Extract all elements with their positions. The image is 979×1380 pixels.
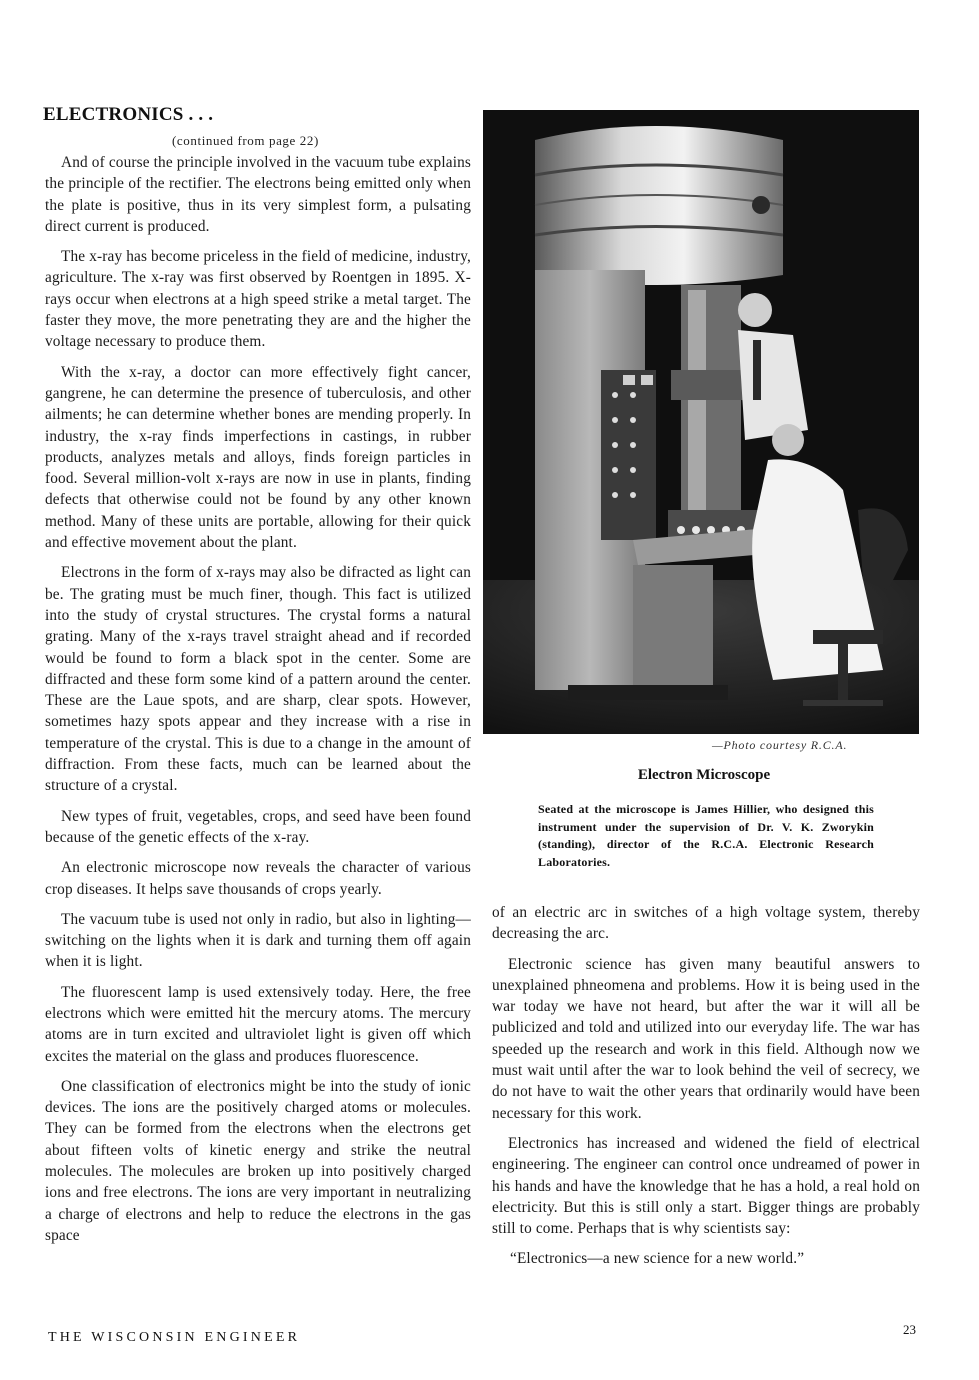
paragraph: And of course the principle involved in the vacuum tube explains the principle of the rectifier. The electrons being emitted only when the plate is positive, thus in its very simplest form, a pulsating direct current is produced. bbox=[45, 154, 471, 235]
paragraph: of an electric arc in switches of a high voltage system, thereby decreasing the arc. bbox=[492, 904, 920, 943]
paragraph: Electronic science has given many beautiful answers to unexplained phneomena and problems. How it is being used in the war today we have not heard, but after the war it will all be publicized and told and utilized into our everyday life. The war has speeded up the research and work in this field. Although now we must wait until after the war to look behind the veil of secrecy, we do not have to wait the other years that ordinarily would have been necessary for this work. bbox=[492, 955, 920, 1122]
paragraph: The vacuum tube is used not only in radio, but also in lighting—switching on the lights when it is dark and turning them off again when it is light. bbox=[45, 910, 471, 971]
publication-name: THE WISCONSIN ENGINEER bbox=[48, 1330, 301, 1345]
page-number: 23 bbox=[903, 1322, 916, 1337]
photo-credit: —Photo courtesy R.C.A. bbox=[712, 738, 848, 752]
article-heading: ELECTRONICS . . . bbox=[43, 104, 214, 125]
microscope-photo-illustration bbox=[483, 110, 919, 734]
paragraph: One classification of electronics might be into the study of ionic devices. The ions are the positively charged atoms or molecules. They can be formed from the electrons when the electrons get about fifteen volts of kinetic energy and strike the neutral molecules. The molecules are broken up into positively charged ions and free electrons. The ions are very important in neutralizing a charge of electrons and help to reduce the electrons in the gas space bbox=[45, 1077, 471, 1244]
paragraph: With the x-ray, a doctor can more effectively fight cancer, gangrene, he can determine the presence of tuberculosis, and other ailments; he can determine whether bones are mending properly. In industry, the x-ray finds imperfections in castings, in rubber products, analyzes metals and alloys, finds foreign particles in food. Several million-volt x-rays are now in use in plants, finding defects that otherwise could not be found by any other known method. Many of these units are portable, allowing for their quick and effective movement about the plant. bbox=[45, 363, 471, 552]
paragraph: The x-ray has become priceless in the field of medicine, industry, agriculture. The x-ray was first observed by Roentgen in 1895. X-rays occur when electrons at a high speed strike a metal target. The faster they move, the more penetrating they are and the higher the voltage necessary to produce them. bbox=[45, 248, 471, 351]
continued-note: (continued from page 22) bbox=[172, 133, 319, 148]
paragraph: Electrons in the form of x-rays may also be difracted as light can be. The grating must be much finer, though. This fact is utilized into the study of crystal structures. The crystal forms a natural grating. Many of the x-rays travel straight ahead and if recorded would be found to form a black spot in the center. Some are diffracted and these form some kind of a pattern around the center. These are the Laue spots, and are sharp, clear spots. However, sometimes hazy spots appear and they increase with a rise in temperature of the crystal. This is due to a change in the amount of diffraction. From these facts, much can be learned about the structure of a crystal. bbox=[45, 564, 471, 795]
closing-quote: “Electronics—a new science for a new world.” bbox=[510, 1250, 805, 1268]
figure-caption: Seated at the microscope is James Hillier, who designed this instrument under the supervision of Dr. V. K. Zworykin (standing), director of the R.C.A. Electronic Research Laboratories. bbox=[538, 802, 874, 869]
paragraph: An electronic microscope now reveals the character of various crop diseases. It helps save thousands of crops yearly. bbox=[45, 859, 471, 898]
paragraph: Electronics has increased and widened the field of electrical engineering. The engineer can control once undreamed of power in his hands and have the knowledge that he has a hold, a real hold on electricity. But this is still only a start. Bigger things are probably still to come. Perhaps that is why scientists say: bbox=[492, 1134, 920, 1238]
paragraph: The fluorescent lamp is used extensively today. Here, the free electrons which were emitted hit the mercury atoms. The mercury atoms are in turn excited and ultraviolet light is given off which excites the material on the glass and produces fluorescence. bbox=[45, 983, 471, 1065]
paragraph: New types of fruit, vegetables, crops, and seed have been found because of the genetic effects of the x-ray. bbox=[45, 807, 471, 846]
microscope-photo bbox=[483, 110, 919, 734]
right-column bbox=[492, 902, 920, 1279]
figure-title: Electron Microscope bbox=[637, 767, 771, 783]
left-column bbox=[45, 152, 471, 1255]
